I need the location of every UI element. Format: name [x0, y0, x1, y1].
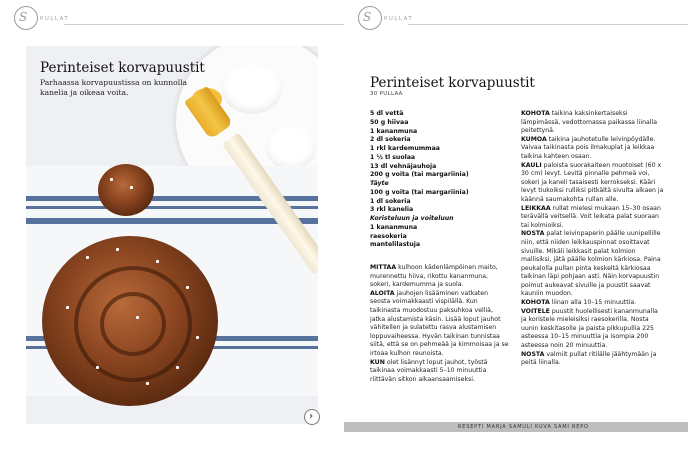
pearl-sugar — [110, 178, 113, 181]
step-text: taikina kaksinkertaiseksi lämpimässä, vedottomassa paikassa liinalla peitettynä. — [521, 110, 658, 135]
instruction-step — [521, 299, 664, 308]
magazine-logo-icon: S — [358, 6, 382, 30]
header-rule-right — [408, 24, 688, 25]
instructions-column-2 — [521, 110, 664, 368]
instruction-step — [521, 205, 664, 231]
recipe-title: Perinteiset korvapuustit — [370, 75, 535, 91]
step-text: kulhoon kädenlämpöinen maito, murennettu hiiva, rikottu kananmuna, sokeri, kardemumma ja suola. — [370, 264, 498, 289]
ingredient-item: 2 dl sokeria — [370, 136, 411, 144]
instruction-step — [521, 162, 664, 205]
recipe-photo — [26, 46, 318, 424]
step-text: liinan alla 10–15 minuuttia. — [549, 299, 637, 307]
step-verb: NOSTA — [521, 350, 545, 358]
step-verb: ALOITA — [370, 289, 395, 297]
pearl-sugar — [156, 260, 159, 263]
small-bun — [98, 164, 154, 216]
ingredient-item: Koristeluun ja voiteluun — [370, 215, 454, 222]
instruction-step — [370, 264, 510, 290]
ingredient-item: 5 dl vettä — [370, 110, 404, 117]
ingredient-item: 100 g voita (tai margariinia) — [370, 188, 469, 196]
step-text: palat leivinpaperin päälle uunipellille niin, että niiden leikkauspinnat osoittavat sivuille. Mikäli leikkasit palat kolmion mallisiksi, jätä päälle kolmion kärkiosa. Paina peukalolla pullan pinta keskeltä kärkiosaa taikinan läpi pohjaan asti. Näin korvapuustin poimut aukeavat sivuille ja puustit saavat kauniin muodon. — [521, 230, 661, 298]
pearl-sugar — [116, 248, 119, 251]
step-text: rullat mielesi mukaan 15–30 osaan terävällä veitsellä. Voit leikata palat suoraan tai kolmioiksi. — [521, 204, 661, 229]
step-verb: LEIKKAA — [521, 204, 551, 212]
header-rule-left — [64, 24, 344, 25]
egg-shell — [222, 64, 282, 114]
photo-credit: RESEPTI MARJA SAMULI KUVA SAMI REPO — [458, 424, 589, 430]
step-verb: NOSTA — [521, 230, 545, 238]
ingredient-item: mantelilastuja — [370, 241, 421, 249]
step-text: puustit huolellisesti kananmunalla ja koristele mieleisiksi raesokerilla. Nosta uunin keskitasolle ja paista pikkupullia 225 asteessa 10–15 minuuttia ja isompia 200 asteessa noin 20 minuuttia. — [521, 307, 658, 350]
step-text: jauhojen lisääminen vatkaten seosta voimakkaasti vispilällä. Kun taikinasta muodostuu paksuhkoa velliä, jatka alustamista käsin. Lisää loput jauhot vähitellen ja sulatettu rasva alustamisen loppuvaiheessa. Hyvän taikinan tunnistaa siitä, että se on pehmeää ja kimmoisaa ja se irtoaa kulhon reunoista. — [370, 289, 509, 357]
magazine-logo-icon: S — [14, 6, 38, 30]
instruction-step — [521, 110, 664, 136]
chevron-right-icon: › — [309, 411, 314, 422]
instruction-step — [521, 230, 664, 299]
step-verb: KOHOTA — [521, 110, 550, 117]
bun-swirl — [100, 292, 166, 356]
step-text: olet lisännyt loput jauhot, työstä taikinaa voimakkaasti 5–10 minuuttia riittävän sitkon aikaansaamiseksi. — [370, 358, 488, 383]
ingredient-item: 1 kananmuna — [370, 223, 418, 231]
section-label-left: PULLAT — [40, 16, 70, 22]
instruction-step — [521, 136, 664, 162]
section-label-right: PULLAT — [384, 16, 414, 22]
pearl-sugar — [66, 306, 69, 309]
recipe-servings: 30 PULLAA — [370, 91, 403, 97]
ingredient-item: raesokeria — [370, 232, 407, 240]
photo-title: Perinteiset korvapuustit — [40, 60, 205, 76]
step-text: paloista suorakaiteen muotoiset (60 x 30 cm) levyt. Levitä pinnalle pehmeä voi, sokeri ja kaneli tasaisesti kerrokseksi. Kääri levyt tiukoiksi rulliksi pitkältä sivulta alkaen ja käännä saumakohta rullan alle. — [521, 161, 664, 203]
pearl-sugar — [86, 256, 89, 259]
ingredient-item: 1 kananmuna — [370, 127, 418, 135]
ingredient-item: 50 g hiivaa — [370, 118, 409, 126]
step-verb: KUN — [370, 358, 385, 366]
step-verb: KOHOTA — [521, 299, 550, 307]
instruction-step — [370, 290, 510, 359]
ingredient-item: Täyte — [370, 180, 389, 187]
instructions-column-1 — [370, 264, 510, 384]
photo-subtitle: Parhaassa korvapuustissa on kunnolla kanelia ja oikeaa voita. — [40, 78, 188, 97]
instruction-step — [521, 351, 664, 368]
ingredient-item: 1 ½ tl suolaa — [370, 153, 416, 161]
instruction-step — [370, 359, 510, 385]
pearl-sugar — [130, 186, 133, 189]
pearl-sugar — [146, 382, 149, 385]
ingredient-item: 3 rkl kanelia — [370, 206, 414, 214]
ingredient-item: 1 rkl kardemummaa — [370, 145, 440, 152]
ingredient-item: 1 dl sokeria — [370, 197, 411, 205]
pearl-sugar — [186, 286, 189, 289]
step-text: taikina jauhotetulle leivinpöydälle. Vaivaa taikinasta pois ilmakuplat ja leikkaa taikina kahteen osaan. — [521, 135, 656, 160]
step-verb: KUMOA — [521, 135, 547, 143]
step-verb: VOITELE — [521, 307, 550, 315]
step-verb: KAULI — [521, 161, 542, 169]
egg-shell-2 — [266, 126, 316, 170]
instruction-step — [521, 308, 664, 351]
pearl-sugar — [196, 336, 199, 339]
pearl-sugar — [136, 316, 139, 319]
pearl-sugar — [176, 366, 179, 369]
ingredient-item: 200 g voita (tai margariinia) — [370, 171, 469, 179]
pearl-sugar — [96, 366, 99, 369]
next-page-button[interactable] — [304, 409, 320, 425]
ingredient-item: 13 dl vehnäjauhoja — [370, 162, 437, 170]
ingredient-list — [370, 110, 510, 250]
step-verb: MITTAA — [370, 264, 397, 271]
step-text: valmiit pullat ritilälle jäähtymään ja peitä liinalla. — [521, 350, 657, 367]
